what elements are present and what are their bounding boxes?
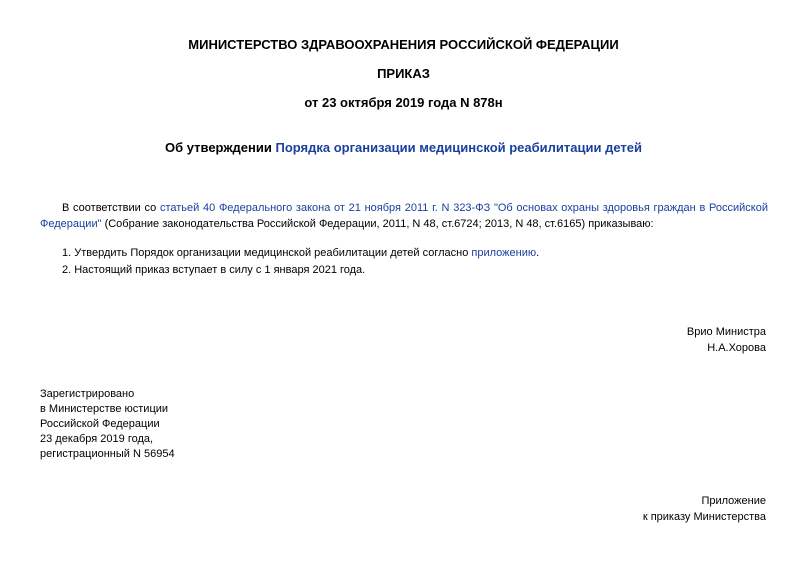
registration-line-2: в Министерстве юстиции xyxy=(40,403,169,415)
appendix-heading-line-2: к приказу Министерства xyxy=(642,511,766,523)
ministry-heading: МИНИСТЕРСТВО ЗДРАВООХРАНЕНИЯ РОССИЙСКОЙ ФЕДЕРАЦИИ xyxy=(188,37,619,52)
preamble-paragraph xyxy=(40,200,768,232)
appendix-heading-line-1: Приложение xyxy=(701,495,766,507)
signature-name: Н.А.Хорова xyxy=(707,342,766,354)
document-title xyxy=(0,140,807,156)
document-date-number: от 23 октября 2019 года N 878н xyxy=(304,95,503,110)
preamble-intro: В соответствии со xyxy=(62,202,160,214)
registration-line-4: 23 декабря 2019 года, xyxy=(40,433,154,445)
appendix-link[interactable]: приложению xyxy=(471,247,537,259)
preamble-rest: (Собрание законодательства Российской Федерации, 2011, N 48, ст.6724; 2013, N 48, ст.6165) приказываю: xyxy=(101,218,654,230)
document-title-prefix: Об утверждении xyxy=(165,140,276,155)
document-title-link[interactable]: Порядка организации медицинской реабилитации детей xyxy=(275,140,642,155)
signature-position: Врио Министра xyxy=(686,326,766,338)
item-1-text: 1. Утвердить Порядок организации медицинской реабилитации детей согласно xyxy=(62,247,472,259)
item-1-end: . xyxy=(536,247,540,259)
item-2: 2. Настоящий приказ вступает в силу с 1 января 2021 года. xyxy=(62,264,366,276)
document-type-heading: ПРИКАЗ xyxy=(377,66,430,81)
federal-law-link[interactable]: статьей 40 Федерального закона от 21 ноября 2011 г. N 323-ФЗ "Об основах охраны здоровья граждан в Российской Федерации" xyxy=(40,202,768,230)
registration-line-1: Зарегистрировано xyxy=(40,388,135,400)
registration-line-5: регистрационный N 56954 xyxy=(40,448,175,460)
registration-line-3: Российской Федерации xyxy=(40,418,160,430)
item-1 xyxy=(62,246,539,261)
